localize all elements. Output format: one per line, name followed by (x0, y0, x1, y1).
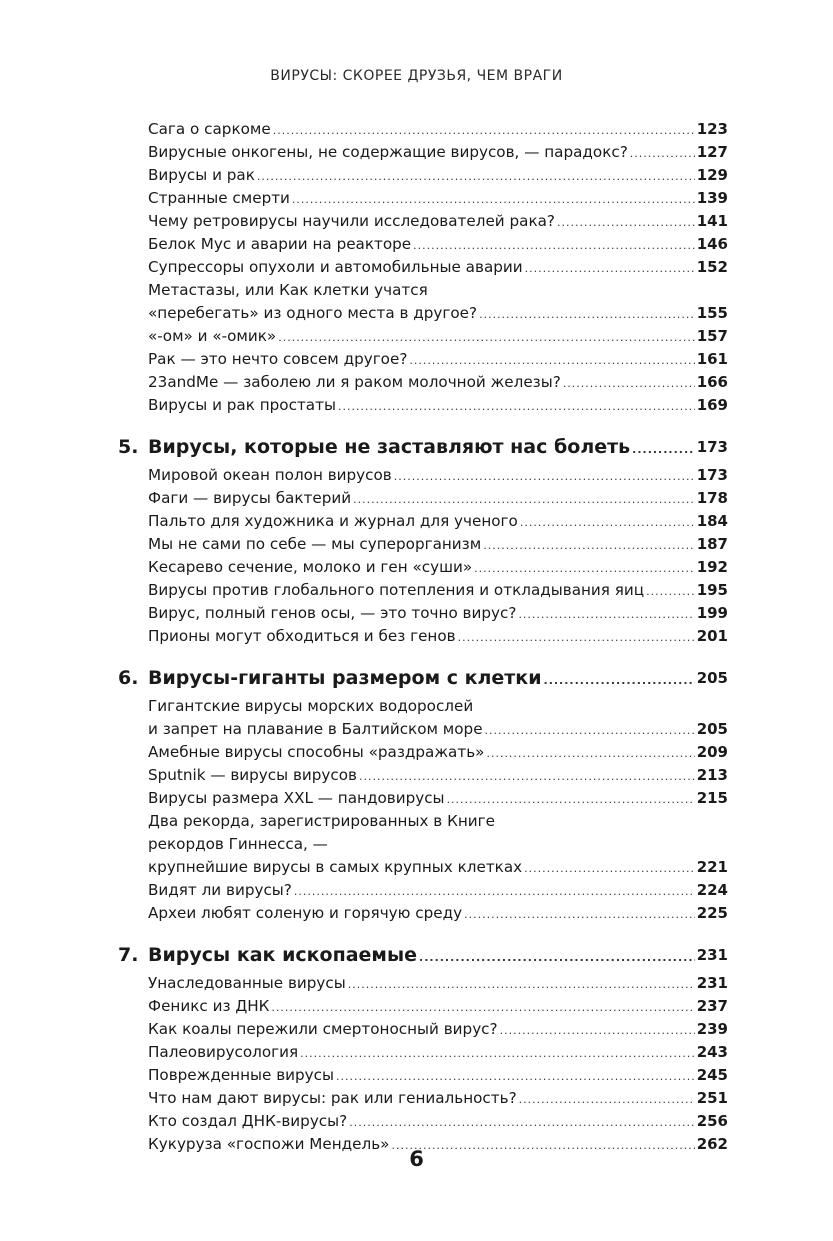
toc-entry[interactable] (148, 787, 728, 810)
toc-entry-title-line: и запрет на плавание в Балтийском море (148, 720, 483, 738)
toc-entry-title (148, 741, 484, 764)
toc-entry-title (148, 348, 407, 371)
toc-entry-title-line: Феникс из ДНК (148, 997, 270, 1015)
toc-entry-title (148, 879, 292, 902)
toc-page-number: 245 (696, 1066, 728, 1084)
toc-entry-title-line: Кукуруза «госпожи Мендель» (148, 1135, 390, 1153)
toc-entry[interactable] (148, 1064, 728, 1087)
toc-entry-title-line: Мы не сами по себе — мы суперорганизм (148, 535, 482, 553)
toc-entry-title (148, 1041, 298, 1064)
toc-entry[interactable] (148, 602, 728, 625)
toc-entry[interactable] (148, 394, 728, 417)
toc-entry-title-line: Вирус, полный генов осы, — это точно вирус? (148, 604, 517, 622)
toc-entry[interactable] (148, 579, 728, 602)
toc-page-number: 166 (696, 373, 728, 391)
toc-entry-title (148, 1110, 347, 1133)
chapter-number: 6. (118, 667, 139, 689)
dot-leader (273, 126, 695, 136)
dot-leader (646, 587, 695, 597)
chapter-number: 5. (118, 436, 139, 458)
toc-entry-title (148, 602, 516, 625)
chapter-heading[interactable] (118, 665, 728, 691)
toc-entry[interactable] (148, 902, 728, 925)
toc-entry[interactable] (148, 487, 728, 510)
toc-page-number: 251 (696, 1089, 728, 1107)
toc-entry-title-line: «-ом» и «-омик» (148, 327, 277, 345)
toc-entry[interactable] (148, 810, 728, 879)
toc-entry-title (148, 764, 357, 787)
toc-entry[interactable] (148, 1110, 728, 1133)
toc-entry[interactable] (148, 972, 728, 995)
toc-page-number: 239 (696, 1020, 728, 1038)
toc-entry[interactable] (148, 879, 728, 902)
toc-page-number: 127 (696, 143, 728, 161)
toc-entry-title (148, 787, 445, 810)
toc-entry-title-line: Прионы могут обходиться и без генов (148, 627, 456, 645)
toc-page-number: 221 (696, 858, 728, 876)
dot-leader (518, 610, 694, 620)
toc-page-number: 209 (696, 743, 728, 761)
toc-entry[interactable] (148, 764, 728, 787)
toc-entry[interactable] (148, 533, 728, 556)
dot-leader (413, 241, 695, 251)
toc-entry-title-line: Метастазы, или Как клетки учатся (148, 281, 428, 299)
toc-entry-title (148, 141, 628, 164)
chapter-page-number: 173 (696, 438, 728, 456)
toc-entry[interactable] (148, 695, 728, 741)
chapter-title: Вирусы как ископаемые (148, 944, 418, 966)
toc-entry[interactable] (148, 1041, 728, 1064)
dot-leader (630, 149, 695, 159)
toc-entry-title (148, 1064, 334, 1087)
toc-entry[interactable] (148, 325, 728, 348)
dot-leader (544, 676, 695, 686)
dot-leader (300, 1049, 695, 1059)
toc-entry-title-line: Супрессоры опухоли и автомобильные аварии (148, 258, 523, 276)
dot-leader (519, 1095, 695, 1105)
toc-entry[interactable] (148, 371, 728, 394)
dot-leader (419, 953, 695, 963)
running-head: ВИРУСЫ: СКОРЕЕ ДРУЗЬЯ, ЧЕМ ВРАГИ (270, 68, 563, 84)
toc-page-number: 173 (696, 466, 728, 484)
toc-page-number: 231 (696, 974, 728, 992)
toc-page-number: 184 (696, 512, 728, 530)
toc-entry-title (148, 394, 336, 417)
dot-leader (500, 1026, 695, 1036)
toc-entry-title (148, 1087, 517, 1110)
toc-entry-title (148, 695, 483, 741)
toc-page-number: 169 (696, 396, 728, 414)
dot-leader (336, 1072, 695, 1082)
chapter-page-number: 231 (696, 946, 728, 964)
toc-entry[interactable] (148, 741, 728, 764)
toc-page-number: 141 (696, 212, 728, 230)
toc-page-number: 178 (696, 489, 728, 507)
toc-entry-title (148, 625, 456, 648)
toc-entry-title-line: Sputnik — вирусы вирусов (148, 766, 358, 784)
dot-leader (520, 518, 695, 528)
toc-entry-title-line: Чему ретровирусы научили исследователей рака? (148, 212, 555, 230)
dot-leader (563, 379, 695, 389)
toc-entry-title (148, 233, 411, 256)
toc-entry[interactable] (148, 464, 728, 487)
dot-leader (338, 402, 695, 412)
toc-entry-title (148, 210, 555, 233)
toc-entry[interactable] (148, 118, 728, 141)
toc-page-number: 161 (696, 350, 728, 368)
toc-entry-title-line: Палеовирусология (148, 1043, 299, 1061)
toc-page-number: 187 (696, 535, 728, 553)
toc-entry-title-line: Два рекорда, зарегистрированных в Книге рекордов Гиннесса, — (148, 812, 495, 853)
toc-entry[interactable] (148, 164, 728, 187)
toc-entry[interactable] (148, 348, 728, 371)
toc-page-number: 157 (696, 327, 728, 345)
toc-entry-title-line: крупнейшие вирусы в самых крупных клетках (148, 858, 523, 876)
toc-entry-title (148, 995, 269, 1018)
toc-entry-title (148, 164, 255, 187)
toc-entry-title-line: Видят ли вирусы? (148, 881, 292, 899)
toc-page-number: 256 (696, 1112, 728, 1130)
toc-entry-title-line: Гигантские вирусы морских водорослей (148, 697, 474, 715)
toc-entry-title (148, 510, 518, 533)
toc-entry-title-line: Белок Myc и аварии на реакторе (148, 235, 412, 253)
dot-leader (525, 264, 695, 274)
dot-leader (486, 749, 694, 759)
toc-entry-title-line: Вирусные онкогены, не содержащие вирусов, — парадокс? (148, 143, 628, 161)
dot-leader (557, 218, 695, 228)
dot-leader (278, 333, 694, 343)
table-of-contents (118, 118, 728, 1156)
toc-entry-title-line: Фаги — вирусы бактерий (148, 489, 352, 507)
dot-leader (348, 980, 695, 990)
toc-entry[interactable] (148, 210, 728, 233)
toc-entry-title-line: Вирусы и рак (148, 166, 255, 184)
toc-entry-title-line: Сага о саркоме (148, 120, 271, 138)
toc-page-number: 123 (696, 120, 728, 138)
dot-leader (447, 795, 695, 805)
dot-leader (485, 726, 695, 736)
dot-leader (294, 887, 695, 897)
toc-entry[interactable] (148, 1087, 728, 1110)
toc-entry-title (148, 325, 276, 348)
toc-entry-title (148, 972, 346, 995)
toc-page-number: 139 (696, 189, 728, 207)
page-number: 6 (409, 1147, 424, 1171)
toc-entry[interactable] (148, 279, 728, 325)
dot-leader (524, 864, 695, 874)
dot-leader (464, 910, 695, 920)
chapter-number: 7. (118, 944, 139, 966)
toc-page-number: 213 (696, 766, 728, 784)
toc-entry-title-line: Кесарево сечение, молоко и ген «суши» (148, 558, 473, 576)
toc-entry-title (148, 187, 290, 210)
toc-entry-title-line: Поврежденные вирусы (148, 1066, 334, 1084)
toc-page-number: 201 (696, 627, 728, 645)
toc-entry-title-line: Мировой океан полон вирусов (148, 466, 392, 484)
chapter-title: Вирусы, которые не заставляют нас болеть (148, 436, 631, 458)
toc-entry-title-line: Унаследованные вирусы (148, 974, 346, 992)
dot-leader (292, 195, 695, 205)
toc-page-number: 155 (696, 304, 728, 322)
toc-page-number: 205 (696, 720, 728, 738)
toc-entry[interactable] (148, 995, 728, 1018)
toc-entry-title (148, 902, 462, 925)
chapter-heading[interactable] (118, 942, 728, 968)
toc-entry-title-line: Амебные вирусы способны «раздражать» (148, 743, 485, 761)
toc-entry[interactable] (148, 256, 728, 279)
toc-page-number: 199 (696, 604, 728, 622)
toc-entry-title-line: «перебегать» из одного места в другое? (148, 304, 478, 322)
dot-leader (394, 472, 695, 482)
toc-entry-title-line: Археи любят соленую и горячую среду (148, 904, 463, 922)
toc-page-number: 195 (696, 581, 728, 599)
toc-entry-title (148, 371, 561, 394)
toc-page-number: 224 (696, 881, 728, 899)
toc-entry[interactable] (148, 141, 728, 164)
toc-page-number: 129 (696, 166, 728, 184)
toc-entry[interactable] (148, 233, 728, 256)
dot-leader (349, 1118, 694, 1128)
toc-page-number: 215 (696, 789, 728, 807)
dot-leader (474, 564, 695, 574)
toc-entry-title (148, 487, 351, 510)
toc-entry-title-line: 23andMe — заболею ли я раком молочной железы? (148, 373, 561, 391)
toc-entry-title-line: Кто создал ДНК-вирусы? (148, 1112, 348, 1130)
dot-leader (483, 541, 694, 551)
toc-entry-title (148, 533, 481, 556)
toc-page-number: 192 (696, 558, 728, 576)
toc-entry-title-line: Странные смерти (148, 189, 290, 207)
toc-page-number: 243 (696, 1043, 728, 1061)
dot-leader (257, 172, 695, 182)
toc-entry-title (148, 1018, 498, 1041)
toc-page-number: 146 (696, 235, 728, 253)
toc-entry-title-line: Как коалы пережили смертоносный вирус? (148, 1020, 498, 1038)
toc-entry[interactable] (148, 625, 728, 648)
toc-entry-title (148, 118, 271, 141)
toc-entry-title (148, 579, 644, 602)
dot-leader (479, 310, 695, 320)
chapter-page-number: 205 (696, 669, 728, 687)
toc-entry-title (148, 279, 477, 325)
toc-entry-title (148, 810, 522, 879)
toc-page-number: 237 (696, 997, 728, 1015)
toc-page-number: 152 (696, 258, 728, 276)
toc-entry[interactable] (148, 510, 728, 533)
toc-entry-title-line: Вирусы и рак простаты (148, 396, 336, 414)
dot-leader (409, 356, 694, 366)
toc-entry-title-line: Что нам дают вирусы: рак или гениальность? (148, 1089, 517, 1107)
dot-leader (632, 445, 695, 455)
dot-leader (271, 1003, 694, 1013)
toc-entry-title (148, 256, 523, 279)
toc-entry-title (148, 556, 472, 579)
toc-entry[interactable] (148, 187, 728, 210)
dot-leader (359, 772, 695, 782)
toc-entry-title-line: Пальто для художника и журнал для ученого (148, 512, 518, 530)
toc-entry-title-line: Рак — это нечто совсем другое? (148, 350, 408, 368)
chapter-heading[interactable] (118, 434, 728, 460)
toc-page-number: 262 (696, 1135, 728, 1153)
toc-entry-title (148, 464, 392, 487)
chapter-title: Вирусы-гиганты размером с клетки (148, 667, 542, 689)
dot-leader (353, 495, 695, 505)
toc-page-number: 225 (696, 904, 728, 922)
toc-entry-title-line: Вирусы размера XXL — пандовирусы (148, 789, 445, 807)
toc-entry[interactable] (148, 556, 728, 579)
toc-entry[interactable] (148, 1018, 728, 1041)
toc-entry-title-line: Вирусы против глобального потепления и откладывания яиц (148, 581, 645, 599)
dot-leader (458, 633, 695, 643)
